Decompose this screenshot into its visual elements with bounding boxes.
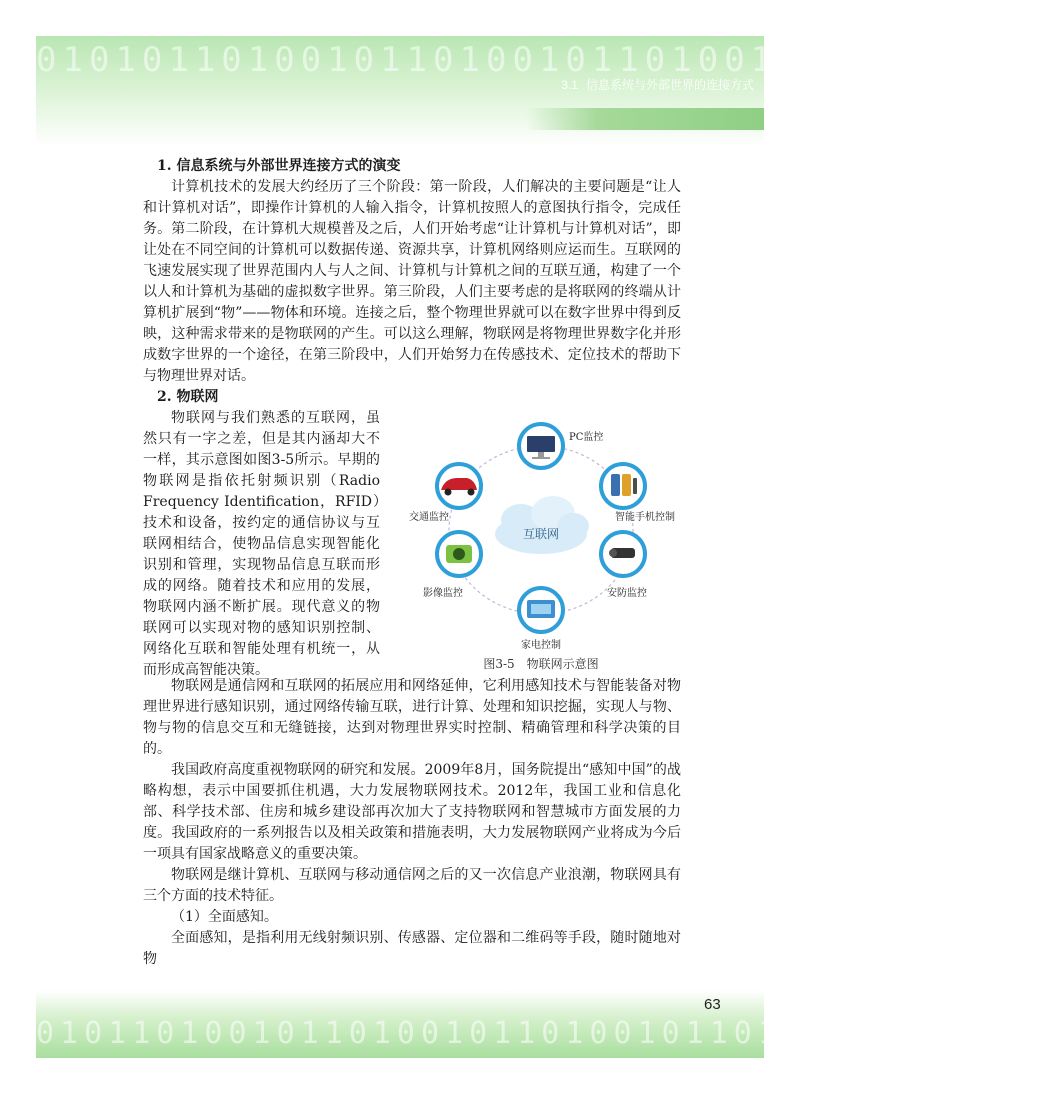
iot-diagram-svg [401,416,681,656]
page-number: 63 [704,996,721,1013]
camera-label: 影像监控 [423,588,463,599]
appliance-node [519,588,563,632]
cloud-icon [495,496,589,554]
phone-label: 智能手机控制 [615,512,675,523]
caption-number: 图3-5 [483,657,515,671]
page-content [143,156,681,970]
paragraph-iot-definition: 物联网是通信网和互联网的拓展应用和网络延伸，它利用感知技术与智能装备对物理世界进行感知识别，通过网络传输互联，进行计算、处理和知识挖掘，实现人与物、物与物的信息交互和无缝链接，达到对物理世界实时控制、精确管理和科学决策的目的。 [143,678,681,757]
appliance-label: 家电控制 [521,640,561,651]
traffic-label: 交通监控 [409,512,449,523]
figure-caption [401,654,681,675]
section-1-paragraph: 计算机技术的发展大约经历了三个阶段：第一阶段，人们解决的主要问题是“让人和计算机对话”，即操作计算机的人输入指令，计算机按照人的意图执行指令，完成任务。第二阶段，在计算机大规模普及之后，人们开始考虑“让计算机与计算机对话”，即让处在不同空间的计算机可以数据传递、资源共享，计算机网络则应运而生。互联网的飞速发展实现了世界范围内人与人之间、计算机与计算机之间的互联互通，构建了一个以人和计算机为基础的虚拟数字世界。第三阶段，人们主要考虑的是将联网的终端从计算机扩展到“物”——物体和环境。连接之后，整个物理世界就可以在数字世界中得到反映，这种需求带来的是物联网的产生。可以这么理解，物联网是将物理世界数字化并形成数字世界的一个途径，在第三阶段中，人们开始努力在传感技术、定位技术的帮助下与物理世界对话。 [143,179,681,384]
header-binary-decoration: 01010110100101101001011010010110100101 [36,40,1042,80]
paragraph-government: 我国政府高度重视物联网的研究和发展。2009年8月，国务院提出“感知中国”的战略构想，表示中国要抓住机遇，大力发展物联网技术。2012年，我国工业和信息化部、科学技术部、住房和城乡建设部再次加大了支持物联网和智慧城市方面发展的力度。我国政府的一系列报告以及相关政策和措施表明，大力发展物联网产业将成为今后一项具有国家战略意义的重要决策。 [143,762,681,862]
monitor-icon [527,436,555,452]
feature-1-paragraph: 全面感知，是指利用无线射频识别、传感器、定位器和二维码等手段，随时随地对物 [143,930,681,967]
feature-1-title: （1）全面感知。 [171,909,278,925]
caption-title: 物联网示意图 [526,657,599,671]
phone-icon [611,474,620,496]
header-stripe [526,108,764,130]
pc-node [519,424,563,468]
iot-diagram [401,416,681,656]
footer-binary-decoration: 0101101001011010010110100101101001 [36,1016,855,1051]
security-label: 安防监控 [607,588,647,599]
section-2-body [143,676,681,970]
traffic-node [437,464,481,508]
pc-label: PC监控 [569,432,604,443]
paragraph-features-intro: 物联网是继计算机、互联网与移动通信网之后的又一次信息产业浪潮，物联网具有三个方面的技术特征。 [143,867,681,904]
text-with-figure [143,408,681,676]
camera-node [437,532,481,576]
section-1-heading: 1. 信息系统与外部世界连接方式的演变 [157,158,401,174]
section-2-heading: 2. 物联网 [157,389,219,405]
security-node [601,532,645,576]
float-text-column [143,408,380,681]
section-title: 信息系统与外部世界的连接方式 [585,78,754,92]
running-header [561,76,754,93]
phone-node [601,464,645,508]
center-label: 互联网 [522,527,560,541]
section-number: 3.1 [561,78,578,92]
float-paragraph: 物联网与我们熟悉的互联网，虽然只有一字之差，但是其内涵却大不一样，其示意图如图3-5所示。早期的物联网是指依托射频识别（Radio Frequency Identification，RFID）技术和设备，按约定的通信协议与互联网相结合，使物品信息实现智能化识别和管理，实现物品信息互联而形成的网络。随着技术和应用的发展，物联网内涵不断扩展。现代意义的物联网可以实现对物的感知识别控制、网络化互联和智能处理有机统一，从而形成高智能决策。 [143,410,380,678]
footer-band [36,990,855,1058]
